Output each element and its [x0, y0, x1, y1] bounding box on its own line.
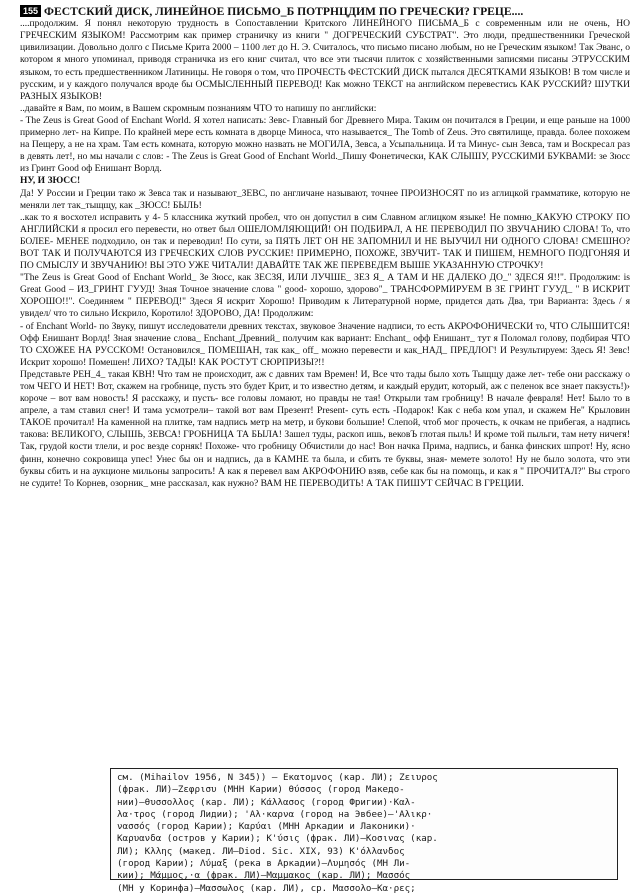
paragraph-translation: "The Zeus is Great Good of Enchant World_ Зе Зюсс, как ЗЕСЗЯ, ИЛИ ЛУЧШЕ_ ЗЕЗ Я_ А ТАМ И НЕ ДАЛЕКО ДО_" ЗДЕСЯ Я!!". Продолжим: is Great Good – ИЗ_ГРИНТ ГУУД! Зная Точное значение слова " good- хорошо, здорово"_ ТРАНСФОРМИРУЕМ В ЗЕ ГРИНТ ГУУД_ " В ИСКРИТ ХОРОШО!!". Соединяем " ПЕРЕВОД!" Здеся Я искрит Хорошо! Приводим к Литературной норме, придется дать Два, три Варианта: Здесь / я увидел/ что то сильно Искрило, Коротило! ЗДОРОВО, ДА! Продолжим: [20, 272, 630, 320]
page-header [20, 5, 630, 18]
book-excerpt-box [110, 768, 618, 894]
excerpt-line: (МН у Коринфа)—Μασσωλος (кар. ЛИ), ср. Μασσολο—Κα·ρες; [117, 882, 416, 894]
paragraph-zyuss: НУ, И ЗЮСС! [20, 175, 81, 187]
paragraph-intro: ....продолжим. Я понял некоторую трудность в Сопоставлении Критского ЛИНЕЙНОГО ПИСЬМА_Б с современным или не очень, НО ГРЕЧЕСКИМ ЯЗЫКОМ! Рассмотрим как пример страничку из книги " ДОГРЕЧЕСКИЙ СУБСТРАТ". Это люди, предшественники Греческой цивилизации. Довольно долго с Письме Крита 2000 – 1100 лет до Н. Э. Считалось, что письмо писано любым, но не Греческим языком! Так Эванс, о котором я много упоминал, приводя страничка из его книг считал, что все эти тысячи плиток с хозяйственными записями писаны ЭТРУССКИМ языком, то есть предшественником Латиницы. Не говоря о том, что ПРОЧЕСТЬ ФЕСТСКИЙ ДИСК пытался ДЕСЯТКАМИ ЯЗЫКОВ! В том числе и русским, и у каждого получался вроде бы ОСМЫСЛЕННЫЙ ПЕРЕВОД! Как можно ТЕКСТ на английском перевестись КАК РУССКИЙ? ШУТКИ РАЗНЫХ ЯЗЫКОВ! [20, 18, 630, 102]
paragraph-acrophony: - of Enchant World- по Звуку, пишут исследователи древних текстах, звуковое Значение надписи, то есть АКРОФОНИЧЕСКИ то, ЧТО СЛЫШИТСЯ! Офф Енишант Ворлд! Зная значение слова_ Enchant_Древний_ получим как вариант: Enchant_ офф Енишант_ тут я Поломал голову, подбирая ЧТО ТО СХОЖЕЕ НА РУССКОМ! Остановился_ ПОМЕШАН, так как_ off_ можно перевести и как_НАД_ ПРЕДЛОГ! И Результируем: Здесь Я! Зевс! Искрит хорошо! Помешен! ЛИХО? ТАДЫ! КАК РОСТУТ СЮРПРИЗЫ?!! [20, 320, 630, 368]
excerpt-line: ЛИ); Κλλης (макед. ЛИ—Diod. Sic. XIX, 93) Κ'όλλανδος [117, 845, 405, 857]
excerpt-line: νασσός (город Карии); Καρύαι (МНН Аркадии и Лаконики)· [117, 821, 416, 833]
header-title: ФЕСТСКИЙ ДИСК, ЛИНЕЙНОЕ ПИСЬМО_Б ПОТРНЦДИМ ПО ГРЕЧЕСКИ? ГРЕЦЕ.... [44, 5, 524, 18]
paragraph-zeus-tomb: - The Zeus is Great Good of Enchant World. Я хотел написать: Зевс- Главный бог Древнего Мира. Таким он почитался в Греции, и еще раньше на 1000 примерно лет- на Кипре. По крайней мере есть комната в дворце Миноса, что называется_ The Tomb of Zeus. Это святилище, правда. более похожем на Пещеру, а не на храм. Там есть комната, которую можно назвать не МОГИЛА, Зевса, а Усыпальница. И та Минус- сын Зевса, там и Воскресал раз в девять лет!, но мы начали с слов: - The Zeus is Great Good of Enchant World._Пишу Фонетически, КАК СЛЫШУ, РУССКИМИ БУКВАМИ: зе Зюсс из Гринт Good оф Енишант Ворлд. [20, 114, 630, 175]
excerpt-line: (фрак. ЛИ)—Ζεφρισυ (МНН Карии) θύσσος (город Македо- [117, 784, 405, 796]
excerpt-line: кии); Μάμμος,·α (фрак. ЛИ)—Μαμμακος (кар. ЛИ); Μασσός [117, 870, 411, 882]
excerpt-line: нии)—θυσσολλος (кар. ЛИ); Κάλλασος (город Фригии)·Καλ- [117, 796, 416, 808]
paragraph-student: ..как то я восхотел исправить у 4- 5 классника жуткий пробел, что он допустил в сим Славном аглицком языке! Не помню_КАКУЮ СТРОКУ ПО АНГЛИЙСКИ я просил его перевести, но ответ был ОШЕЛОМЛЯЮЩИЙ! ОН ПОДБИРАЛ, А НЕ ПЕРЕВОДИЛ ПО ЗВУЧАНИЮ СЛОВА! То, что БОЛЕЕ- МЕНЕЕ подходило, он так и переводил! По сути, за ПЯТЬ ЛЕТ ОН НЕ ЗАПОМНИЛ И НЕ ВЫУЧИЛ НИ ОДНОГО СЛОВА! СМЕШНО? ВОТ ТАК И ПОЛУЧАЮТСЯ ИЗ ГРЕЧЕСКИХ СЛОВ РУССКИЕ! ПРИМЕРНО, ПОХОЖЕ, ЗВУЧИТ- ТАК И ПИШЕМ, НЕМНОГО ПОДГОНЯЯ И ПО СМЫСЛУ И ЗВУЧАНИЮ! ВЫ ЭТО УЖЕ ЧИТАЛИ! ДАВАЙТЕ ТАК ЖЕ ПЕРЕВЕДЕМ ВЫШЕ УКАЗАННУЮ СТРОЧКУ! [20, 211, 630, 272]
excerpt-line: (город Карии); Λύμαξ (река в Аркадии)—Λυμησός (МН Ли- [117, 858, 411, 870]
paragraph-pronunciation: Да! У России и Греции тако ж Зевса так и называют_ЗЕВС, по англичане называют, точнее ПРОИЗНОСЯТ по из аглицкой грамматике, которую не меняли лет так_тыщщу, как _ЗЮСС! БЫЛЬ! [20, 187, 630, 211]
page-number: 155 [20, 5, 41, 17]
document-page [20, 5, 630, 490]
excerpt-line: см. (Mihailov 1956, N 345)) — Εκατομνος (кар. ЛИ); Ζειυρος [117, 772, 438, 783]
excerpt-line: λα·τρος (город Лидии); 'Αλ·καρνα (город на Эвбее)—'Αλικρ· [117, 808, 433, 820]
paragraph-tomb-story: Представьте РЕН_4_ такая КВН! Что там не происходит, аж с давних там Времен! И, Все что тады было хоть Тыщщу даже лет- тебе они расскажу о том ЧЕГО И НЕТ! Вот, скажем на гробнице, пусть это будет Крит, и то известно детям, и каждый ерудит, который, аж с пеленок все знает пакзусть!)› короче – вот вам новость! Я расскажу, и пусть- все головы ломают, но правды не тая! Открыли там гробницу! В начале февраля! Нет! Было то в апреле, а там ставил снег! И тама усмотрели– такой вот вам Презент! Present- суть есть -Подарок! Как с неба ком упал, и скажем Не" Крыловин ТАКОЕ прочитал! На каменной на плитке, там надпись метр на метр, и букови большие! Слепой, чтоб мог прочесть, к очкам не прибегая, а надпись такова: ВЕЛИКОГО, СЛЫШЬ, ЗЕВСА! ГРОБНИЦА ТА БЫЛА! Зашел туды, раскоп ишь, вековЪ глотая пыль! И кроме той пыльги, там нету ничегя! Так, грудой кости тлели, и рос везде сорняк! Похоже- что гробницу Обчистили до нас! Вон начка Прима, надпись, и банка финских шпрот! Ну, ясно финн, конечно сокровища упес! Унес бы он и надпись, да в КАМНЕ та была, и сбить те буквы, зная- мемете золото! Ну не было золота, что эти буквы сбить и на аукционе мильоны запросить! А как я перевел вам АКРОФОНИЮ взяв, себе как бы на помощь, и как я " ПРОЧИТАЛ?" Вы строго не судите! То Корнев, озорник_ мне рассказал, как нужно? ВАМ НЕ ПЕРЕВОДИТЬ! А ТАК ПИШУТ СЕЙЧАС В ГРЕЦИИ. [20, 368, 630, 489]
paragraph-english-lead: ..давайте я Вам, по моим, в Вашем скромным познаниям ЧТО то напишу по английски: [20, 102, 377, 114]
excerpt-line: Καρυανδα (остров у Карии); Κ'ύσις (фрак. ЛИ)—Κοσινας (кар. [117, 833, 438, 845]
